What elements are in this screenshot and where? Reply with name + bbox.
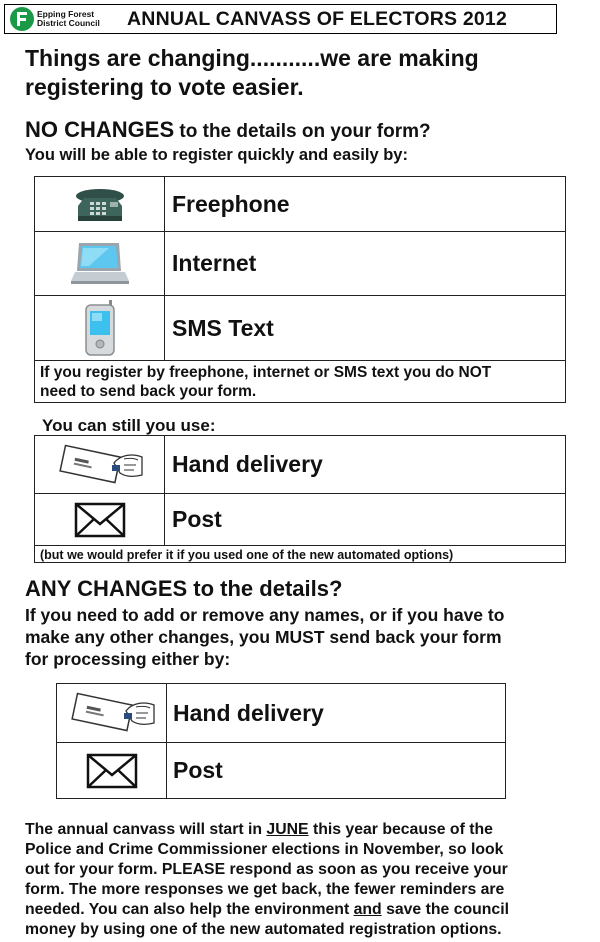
option-label-sms: SMS Text — [172, 314, 274, 341]
any-changes-options-table — [56, 683, 506, 799]
any-changes-line-1: If you need to add or remove any names, or if you have to — [25, 605, 505, 625]
page-title: ANNUAL CANVASS OF ELECTORS 2012 — [127, 7, 508, 30]
laptop-icon — [69, 239, 131, 289]
hand-delivery-icon-cell — [35, 436, 165, 493]
no-changes-heading-strong: NO CHANGES — [25, 117, 175, 142]
council-logo-icon — [9, 6, 35, 32]
footer-line-1b: this year because of the — [308, 821, 493, 838]
no-changes-note-line-1: If you register by freephone, internet or SMS text you do NOT — [40, 364, 492, 381]
footer-line-3: out for your form. PLEASE respond as soon as you receive your — [25, 861, 508, 878]
any-changes-text — [25, 604, 585, 670]
option-row-sms — [35, 295, 565, 360]
option-label-hand-delivery: Hand delivery — [172, 451, 323, 477]
footer-line-5b: save the council — [381, 901, 509, 918]
any-changes-line-2: make any other changes, you MUST send back your form — [25, 627, 502, 647]
freephone-icon-cell — [35, 177, 165, 231]
footer-line-6: money by using one of the new automated registration options. — [25, 921, 502, 938]
change-post-icon-cell — [57, 743, 167, 798]
change-row-post — [57, 742, 505, 798]
hand-delivery-icon — [50, 441, 150, 489]
post-icon-cell — [35, 494, 165, 545]
footer-paragraph — [25, 820, 570, 940]
option-row-freephone — [35, 177, 565, 231]
footer-line-4: form. The more responses we get back, the fewer reminders are — [25, 881, 505, 898]
council-logo — [5, 5, 115, 33]
still-use-note: (but we would prefer it if you used one of the new automated options) — [40, 548, 454, 562]
no-changes-note-line-2: need to send back your form. — [40, 383, 257, 400]
no-changes-heading — [25, 118, 431, 144]
option-label-post: Post — [172, 506, 222, 532]
option-label-internet: Internet — [172, 250, 257, 276]
header-bar — [4, 4, 557, 34]
footer-line-5a: needed. You can also help the environment — [25, 901, 354, 918]
hand-delivery-icon — [62, 689, 162, 737]
any-changes-line-3: for processing either by: — [25, 649, 231, 669]
option-row-hand-delivery — [35, 436, 565, 493]
logo-line-2: District Council — [37, 18, 100, 28]
change-label-hand-delivery: Hand delivery — [173, 699, 324, 726]
sms-icon-cell — [35, 296, 165, 360]
intro-text — [25, 44, 585, 102]
option-row-internet — [35, 231, 565, 295]
envelope-icon — [86, 753, 138, 789]
footer-line-2: Police and Crime Commissioner elections in November, so look — [25, 841, 504, 858]
still-use-heading: You can still you use: — [42, 416, 216, 435]
logo-line-1: Epping Forest — [37, 9, 95, 19]
intro-line-2: registering to vote easier. — [25, 74, 304, 100]
still-use-options-table — [34, 435, 566, 563]
footer-june: JUNE — [266, 821, 309, 838]
mobile-phone-icon — [80, 299, 120, 357]
footer-line-1a: The annual canvass will start in — [25, 821, 267, 838]
option-row-post — [35, 493, 565, 545]
change-row-hand-delivery — [57, 684, 505, 742]
still-use-note-row — [35, 545, 565, 564]
footer-line-1 — [25, 820, 570, 840]
footer-and: and — [353, 901, 382, 918]
option-label-freephone: Freephone — [172, 190, 290, 217]
register-options-table — [34, 176, 566, 403]
telephone-icon — [72, 184, 128, 224]
internet-icon-cell — [35, 232, 165, 295]
change-label-post: Post — [173, 757, 223, 783]
any-changes-heading: ANY CHANGES to the details? — [25, 576, 343, 601]
footer-line-5 — [25, 900, 570, 920]
no-changes-subheading: You will be able to register quickly and easily by: — [25, 146, 408, 164]
change-hand-delivery-icon-cell — [57, 684, 167, 742]
no-changes-note-row — [35, 360, 565, 404]
envelope-icon — [74, 502, 126, 538]
no-changes-heading-rest: to the details on your form? — [174, 121, 431, 142]
no-changes-note — [40, 363, 560, 401]
intro-line-1: Things are changing...........we are making — [25, 45, 479, 71]
